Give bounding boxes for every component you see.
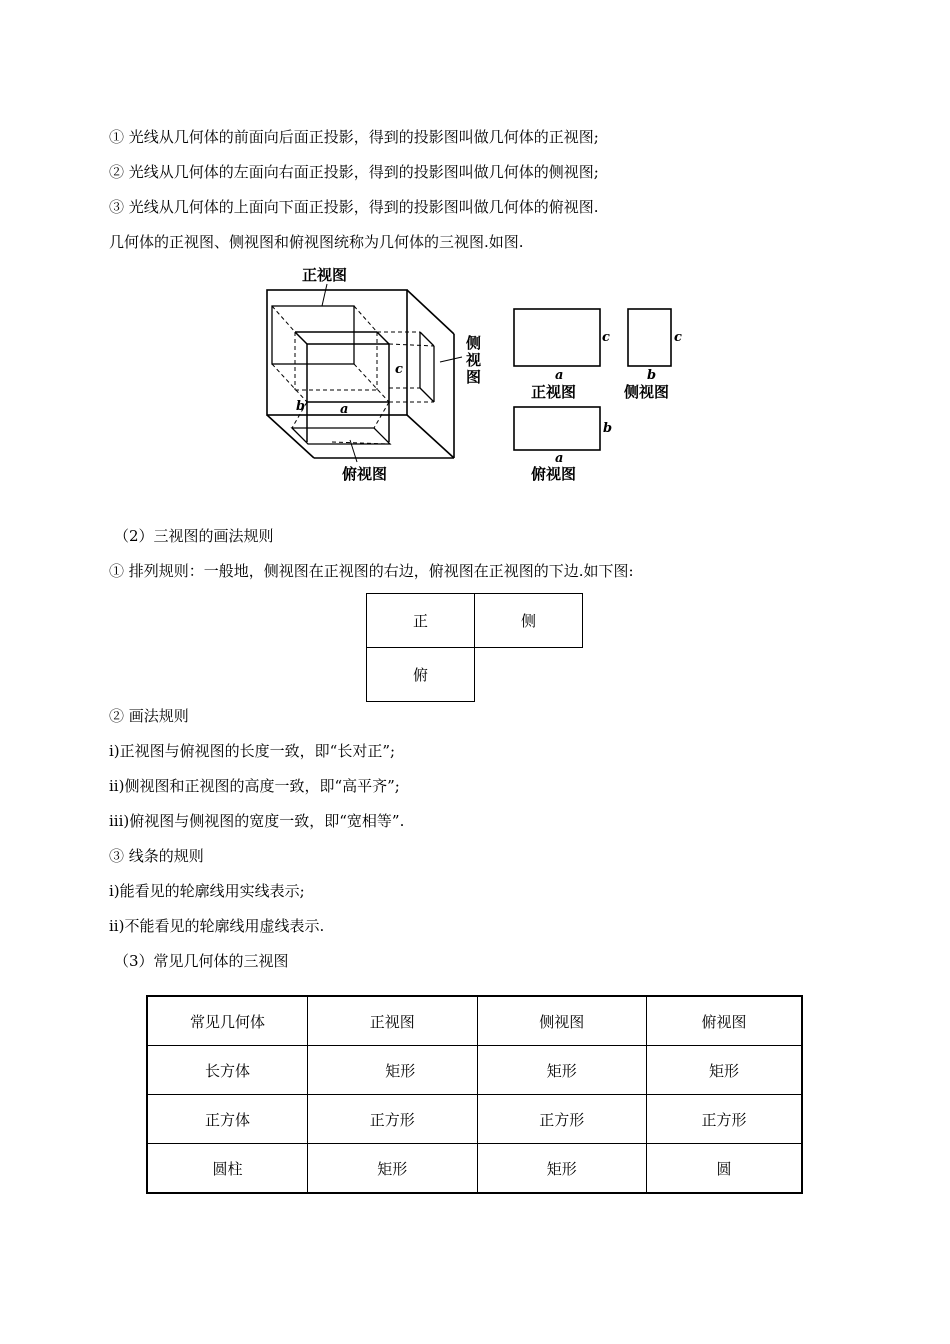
section2-heading: （2）三视图的画法规则 xyxy=(114,527,274,545)
label-side-view-char-3: 图 xyxy=(466,368,482,386)
var-b-3d: b xyxy=(296,399,306,414)
cell-solid: 长方体 xyxy=(147,1046,307,1095)
var-a-3d: a xyxy=(340,402,349,417)
cell-side: 正方形 xyxy=(477,1095,646,1144)
label-front-2d: 正视图 xyxy=(531,383,577,401)
rule3-title: ③ 线条的规则 xyxy=(109,847,204,865)
rule1-text: ① 排列规则：一般地，侧视图在正视图的右边，俯视图在正视图的下边.如下图: xyxy=(109,562,634,580)
var-b-top: b xyxy=(603,421,613,436)
table-row xyxy=(147,1144,802,1194)
label-side-view-char-2: 视 xyxy=(466,351,482,369)
layout-cell-side: 侧 xyxy=(475,594,583,648)
intro-line-4: 几何体的正视图、侧视图和俯视图统称为几何体的三视图.如图. xyxy=(109,233,524,251)
header-front-view: 正视图 xyxy=(307,996,477,1046)
intro-line-1: ① 光线从几何体的前面向后面正投影，得到的投影图叫做几何体的正视图; xyxy=(109,128,599,146)
rule2-title: ② 画法规则 xyxy=(109,707,189,725)
var-c-3d: c xyxy=(395,362,403,377)
intro-line-2: ② 光线从几何体的左面向右面正投影，得到的投影图叫做几何体的侧视图; xyxy=(109,163,599,181)
table-row xyxy=(147,1046,802,1095)
header-top-view: 俯视图 xyxy=(646,996,802,1046)
side-projection-panel xyxy=(420,332,434,402)
three-view-diagram xyxy=(262,262,702,490)
rule2-item-3: iii)俯视图与侧视图的宽度一致，即“宽相等”. xyxy=(109,812,405,830)
table-row xyxy=(147,1095,802,1144)
var-b-side: b xyxy=(647,368,657,383)
label-side-2d: 侧视图 xyxy=(624,383,670,401)
cell-top: 矩形 xyxy=(646,1046,802,1095)
label-side-view-char-1: 侧 xyxy=(466,334,482,352)
var-a-top: a xyxy=(555,451,564,466)
layout-cell-top: 俯 xyxy=(367,648,475,702)
cell-side: 矩形 xyxy=(477,1046,646,1095)
header-solid: 常见几何体 xyxy=(147,996,307,1046)
rule2-item-1: i)正视图与俯视图的长度一致，即“长对正”; xyxy=(109,742,396,760)
var-c-side: c xyxy=(674,330,682,345)
front-view-rect xyxy=(514,309,600,366)
var-c-front: c xyxy=(602,330,610,345)
layout-table xyxy=(366,593,583,702)
layout-cell-front: 正 xyxy=(367,594,475,648)
cell-solid: 圆柱 xyxy=(147,1144,307,1194)
front-projection-panel xyxy=(272,306,354,364)
label-pointers xyxy=(322,284,462,462)
top-view-rect xyxy=(514,407,600,450)
cell-front: 正方形 xyxy=(307,1095,477,1144)
side-view-rect xyxy=(628,309,671,366)
header-side-view: 侧视图 xyxy=(477,996,646,1046)
three-view-figure xyxy=(262,262,702,490)
cell-front: 矩形 xyxy=(307,1046,477,1095)
cell-front: 矩形 xyxy=(307,1144,477,1194)
label-top-2d: 俯视图 xyxy=(531,465,577,483)
intro-line-3: ③ 光线从几何体的上面向下面正投影，得到的投影图叫做几何体的俯视图. xyxy=(109,198,599,216)
rule2-item-2: ii)侧视图和正视图的高度一致，即“高平齐”; xyxy=(109,777,400,795)
var-a-front: a xyxy=(555,368,564,383)
rule3-item-1: i)能看见的轮廓线用实线表示; xyxy=(109,882,305,900)
cell-top: 正方形 xyxy=(646,1095,802,1144)
layout-cell-empty xyxy=(475,648,583,702)
cell-top: 圆 xyxy=(646,1144,802,1194)
cell-side: 矩形 xyxy=(477,1144,646,1194)
label-front-view: 正视图 xyxy=(302,266,348,284)
projection-dashed-lines xyxy=(272,306,434,444)
common-solids-table xyxy=(146,995,803,1194)
table-header-row xyxy=(147,996,802,1046)
cell-solid: 正方体 xyxy=(147,1095,307,1144)
rule3-item-2: ii)不能看见的轮廓线用虚线表示. xyxy=(109,917,325,935)
section3-heading: （3）常见几何体的三视图 xyxy=(114,952,289,970)
label-top-view: 俯视图 xyxy=(342,465,388,483)
